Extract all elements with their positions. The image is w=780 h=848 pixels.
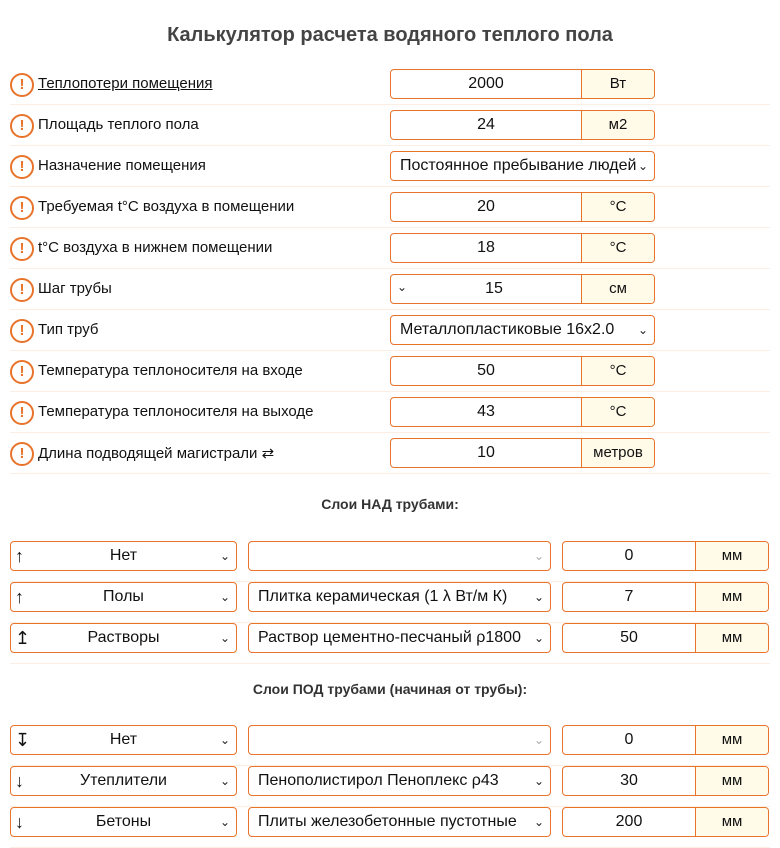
chevron-down-icon: ⌄: [533, 590, 544, 604]
field-unit: °C: [581, 234, 654, 262]
field-label: Длина подводящей магистрали ⇄: [38, 445, 275, 462]
layer-category-select[interactable]: [10, 725, 237, 755]
chevron-down-icon: ⌄: [533, 815, 544, 829]
field-label: Требуемая t°C воздуха в помещении: [38, 198, 295, 215]
field-row: [10, 392, 770, 433]
layer-unit: мм: [695, 726, 768, 754]
select-value: Полы: [103, 588, 144, 605]
field-row: [10, 105, 770, 146]
chevron-down-icon: ⌄: [533, 549, 544, 563]
direction-arrow-icon: ↓: [15, 812, 24, 832]
page-title: Калькулятор расчета водяного теплого пола: [167, 24, 613, 46]
chevron-down-icon: ⌄: [219, 549, 230, 563]
layer-unit: мм: [695, 767, 768, 795]
field-label: Площадь теплого пола: [38, 116, 199, 133]
select-value: Растворы: [87, 629, 160, 646]
chevron-down-icon: ⌄: [533, 631, 544, 645]
field-row: [10, 64, 770, 105]
field-label[interactable]: Теплопотери помещения: [38, 75, 213, 92]
chevron-down-icon: ⌄: [397, 280, 408, 294]
chevron-down-icon: ⌄: [219, 815, 230, 829]
layer-value[interactable]: 0: [624, 547, 634, 564]
direction-arrow-icon: ↑: [15, 546, 24, 566]
field-row: [10, 146, 770, 187]
field-label: Температура теплоносителя на выходе: [38, 403, 314, 420]
layer-row: [10, 541, 770, 582]
select-value: Плитка керамическая (1 λ Вт/м К): [258, 588, 508, 605]
field-unit: °C: [581, 193, 654, 221]
select-value: Нет: [109, 547, 138, 564]
field-input[interactable]: [390, 438, 655, 468]
select-value: Утеплители: [80, 772, 167, 789]
layer-value[interactable]: 0: [624, 731, 634, 748]
field-value[interactable]: 15: [485, 280, 503, 297]
field-select[interactable]: [390, 151, 655, 181]
layer-row: [10, 766, 770, 807]
info-icon[interactable]: !: [10, 196, 34, 220]
info-icon[interactable]: !: [10, 442, 34, 466]
layer-thickness-input[interactable]: [562, 807, 769, 837]
field-input[interactable]: [390, 69, 655, 99]
layer-row: [10, 725, 770, 766]
direction-arrow-icon: ↧: [15, 730, 31, 750]
layer-unit: мм: [695, 583, 768, 611]
layer-value[interactable]: 30: [620, 772, 638, 789]
layer-category-select[interactable]: [10, 807, 237, 837]
field-row: [10, 433, 770, 474]
info-icon[interactable]: !: [10, 237, 34, 261]
field-input[interactable]: [390, 110, 655, 140]
field-value[interactable]: 43: [477, 403, 495, 420]
select-value: Пенополистирол Пеноплекс ρ43: [258, 772, 499, 789]
direction-arrow-icon: ↓: [15, 771, 24, 791]
layer-value[interactable]: 200: [615, 813, 643, 830]
direction-arrow-icon: ↥: [15, 628, 31, 648]
layer-thickness-input[interactable]: [562, 725, 769, 755]
layer-thickness-input[interactable]: [562, 623, 769, 653]
layer-category-select[interactable]: [10, 582, 237, 612]
field-unit: см: [581, 275, 654, 303]
field-unit: Вт: [581, 70, 654, 98]
field-value[interactable]: 24: [477, 116, 495, 133]
info-icon[interactable]: !: [10, 319, 34, 343]
layer-unit: мм: [695, 624, 768, 652]
chevron-down-icon: ⌄: [219, 631, 230, 645]
layer-material-select[interactable]: [248, 725, 551, 755]
layer-category-select[interactable]: [10, 623, 237, 653]
field-value[interactable]: 10: [477, 444, 495, 461]
chevron-down-icon: ⌄: [533, 774, 544, 788]
field-input[interactable]: [390, 233, 655, 263]
field-value[interactable]: 50: [477, 362, 495, 379]
below-layers-heading: Слои ПОД трубами (начиная от трубы):: [252, 681, 528, 697]
field-unit: м2: [581, 111, 654, 139]
field-input[interactable]: [390, 356, 655, 386]
layer-material-select[interactable]: [248, 623, 551, 653]
info-icon[interactable]: !: [10, 155, 34, 179]
layer-category-select[interactable]: [10, 541, 237, 571]
layer-row: [10, 807, 770, 848]
info-icon[interactable]: !: [10, 114, 34, 138]
layer-value[interactable]: 7: [624, 588, 634, 605]
select-value: Металлопластиковые 16х2.0: [400, 321, 615, 338]
info-icon[interactable]: !: [10, 278, 34, 302]
layer-material-select[interactable]: [248, 582, 551, 612]
field-select[interactable]: [390, 315, 655, 345]
field-row: [10, 187, 770, 228]
chevron-down-icon: ⌄: [533, 733, 544, 747]
layer-thickness-input[interactable]: [562, 766, 769, 796]
field-label: Назначение помещения: [38, 157, 206, 174]
select-value: Постоянное пребывание людей: [400, 157, 637, 174]
info-icon[interactable]: !: [10, 73, 34, 97]
layer-row: [10, 623, 770, 664]
field-input[interactable]: [390, 274, 655, 304]
info-icon[interactable]: !: [10, 401, 34, 425]
field-label: Тип труб: [38, 321, 99, 338]
layer-material-select[interactable]: [248, 766, 551, 796]
layer-unit: мм: [695, 542, 768, 570]
info-icon[interactable]: !: [10, 360, 34, 384]
layer-thickness-input[interactable]: [562, 541, 769, 571]
field-label: t°C воздуха в нижнем помещении: [38, 239, 273, 256]
layer-value[interactable]: 50: [620, 629, 638, 646]
field-input[interactable]: [390, 397, 655, 427]
layer-thickness-input[interactable]: [562, 582, 769, 612]
layer-unit: мм: [695, 808, 768, 836]
chevron-down-icon: ⌄: [637, 159, 648, 173]
field-row: [10, 269, 770, 310]
field-unit: °C: [581, 398, 654, 426]
field-row: [10, 228, 770, 269]
layer-material-select[interactable]: [248, 807, 551, 837]
layer-category-select[interactable]: [10, 766, 237, 796]
field-row: [10, 310, 770, 351]
layer-row: [10, 582, 770, 623]
chevron-down-icon: ⌄: [219, 590, 230, 604]
above-layers-heading: Слои НАД трубами:: [321, 496, 459, 512]
chevron-down-icon: ⌄: [219, 774, 230, 788]
field-row: [10, 351, 770, 392]
field-value[interactable]: 2000: [468, 75, 504, 92]
field-value[interactable]: 20: [477, 198, 495, 215]
field-label: Шаг трубы: [38, 280, 112, 297]
field-label: Температура теплоносителя на входе: [38, 362, 303, 379]
select-value: Раствор цементно-песчаный ρ1800: [258, 629, 521, 646]
chevron-down-icon: ⌄: [219, 733, 230, 747]
select-value: Нет: [109, 731, 138, 748]
layer-material-select[interactable]: [248, 541, 551, 571]
direction-arrow-icon: ↑: [15, 587, 24, 607]
field-unit: метров: [581, 439, 654, 467]
select-value: Плиты железобетонные пустотные: [258, 813, 517, 830]
field-input[interactable]: [390, 192, 655, 222]
select-value: Бетоны: [95, 813, 152, 830]
field-value[interactable]: 18: [477, 239, 495, 256]
field-unit: °C: [581, 357, 654, 385]
chevron-down-icon: ⌄: [637, 323, 648, 337]
